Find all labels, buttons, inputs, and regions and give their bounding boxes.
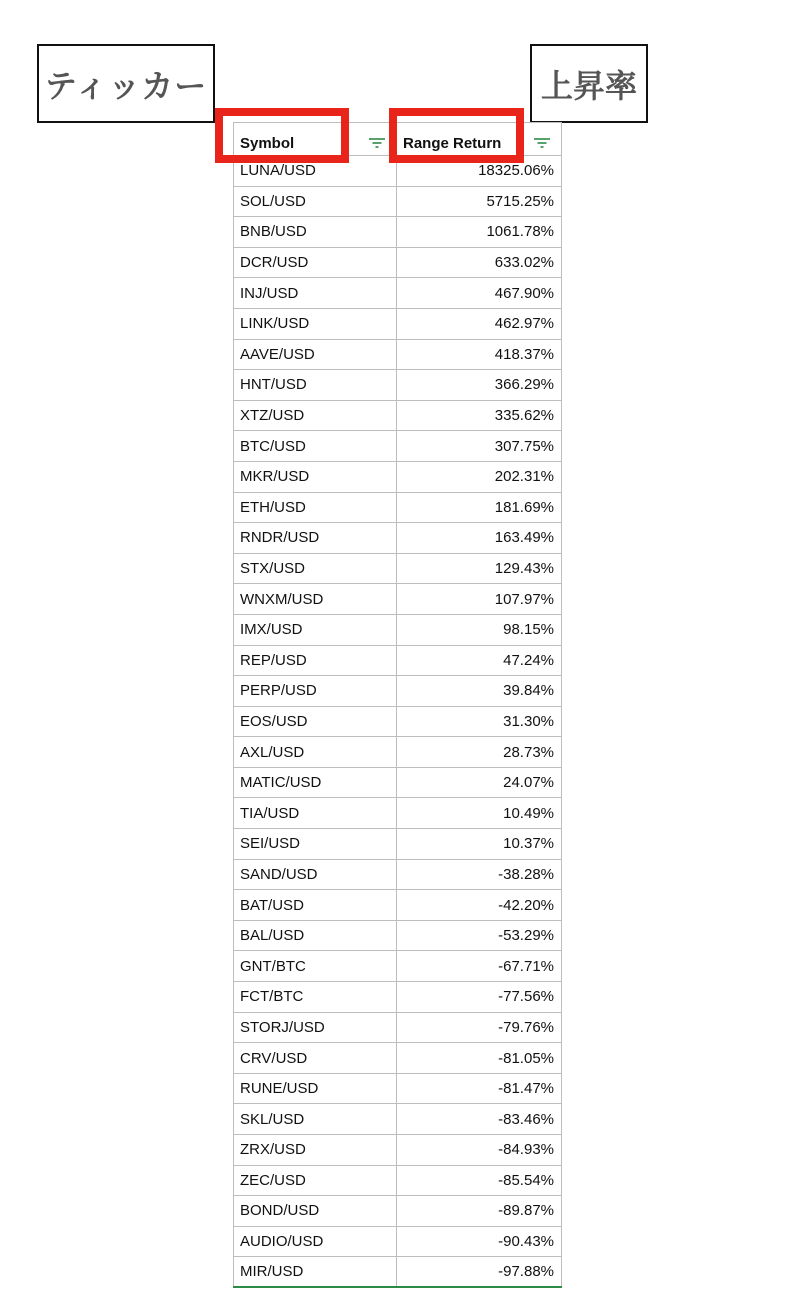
range-return-cell[interactable]: 1061.78%	[397, 217, 562, 247]
return-callout	[530, 44, 648, 123]
range-return-cell[interactable]: -85.54%	[397, 1166, 562, 1196]
symbol-cell[interactable]: ZEC/USD	[233, 1166, 397, 1196]
table-row	[233, 951, 562, 982]
symbol-cell[interactable]: BTC/USD	[233, 431, 397, 461]
table-row	[233, 523, 562, 554]
table-row	[233, 646, 562, 677]
symbol-cell[interactable]: SOL/USD	[233, 187, 397, 217]
table-body	[233, 156, 562, 1288]
table-row	[233, 737, 562, 768]
range-return-cell[interactable]: 129.43%	[397, 554, 562, 584]
ticker-callout-label: ティッカー	[44, 66, 208, 105]
symbol-cell[interactable]: PERP/USD	[233, 676, 397, 706]
symbol-cell[interactable]: INJ/USD	[233, 278, 397, 308]
table-row	[233, 431, 562, 462]
table-row	[233, 982, 562, 1013]
symbol-cell[interactable]: RUNE/USD	[233, 1074, 397, 1104]
table-row	[233, 890, 562, 921]
table-row	[233, 1257, 562, 1288]
range-return-cell[interactable]: -97.88%	[397, 1257, 562, 1286]
range-return-cell[interactable]: 107.97%	[397, 584, 562, 614]
symbol-cell[interactable]: WNXM/USD	[233, 584, 397, 614]
symbol-cell[interactable]: REP/USD	[233, 646, 397, 676]
filter-icon[interactable]	[366, 135, 388, 151]
table-row	[233, 187, 562, 218]
range-return-cell[interactable]: 39.84%	[397, 676, 562, 706]
symbol-cell[interactable]: RNDR/USD	[233, 523, 397, 553]
table-row	[233, 462, 562, 493]
symbol-header-highlight	[215, 108, 349, 163]
table-row	[233, 217, 562, 248]
symbol-cell[interactable]: AAVE/USD	[233, 340, 397, 370]
symbol-cell[interactable]: HNT/USD	[233, 370, 397, 400]
table-row	[233, 921, 562, 952]
table-row	[233, 1013, 562, 1044]
table-row	[233, 1043, 562, 1074]
range-return-cell[interactable]: 462.97%	[397, 309, 562, 339]
symbol-cell[interactable]: ZRX/USD	[233, 1135, 397, 1165]
range-return-cell[interactable]: 31.30%	[397, 707, 562, 737]
range-return-cell[interactable]: 98.15%	[397, 615, 562, 645]
range-return-cell[interactable]: 47.24%	[397, 646, 562, 676]
range-return-cell[interactable]: 28.73%	[397, 737, 562, 767]
table-row	[233, 707, 562, 738]
range-return-cell[interactable]: 24.07%	[397, 768, 562, 798]
range-return-header-highlight	[389, 108, 524, 163]
symbol-cell[interactable]: AUDIO/USD	[233, 1227, 397, 1257]
symbol-cell[interactable]: MATIC/USD	[233, 768, 397, 798]
range-return-cell[interactable]: 633.02%	[397, 248, 562, 278]
range-return-cell[interactable]: -90.43%	[397, 1227, 562, 1257]
range-return-cell[interactable]: -42.20%	[397, 890, 562, 920]
range-return-cell[interactable]: 10.37%	[397, 829, 562, 859]
spreadsheet-table	[233, 122, 562, 1288]
table-row	[233, 798, 562, 829]
range-return-cell[interactable]: -53.29%	[397, 921, 562, 951]
range-return-cell[interactable]: 163.49%	[397, 523, 562, 553]
table-row	[233, 584, 562, 615]
symbol-cell[interactable]: MIR/USD	[233, 1257, 397, 1286]
range-return-header-label: Range Return	[403, 134, 502, 152]
symbol-cell[interactable]: CRV/USD	[233, 1043, 397, 1073]
range-return-cell[interactable]: 467.90%	[397, 278, 562, 308]
symbol-header-label: Symbol	[240, 134, 295, 152]
table-row	[233, 309, 562, 340]
return-callout-label: 上昇率	[540, 66, 637, 105]
symbol-cell[interactable]: LINK/USD	[233, 309, 397, 339]
range-return-cell[interactable]: -89.87%	[397, 1196, 562, 1226]
range-return-cell[interactable]: -81.47%	[397, 1074, 562, 1104]
symbol-cell[interactable]: GNT/BTC	[233, 951, 397, 981]
range-return-cell[interactable]: 181.69%	[397, 493, 562, 523]
range-return-cell[interactable]: -84.93%	[397, 1135, 562, 1165]
table-row	[233, 1104, 562, 1135]
range-return-cell[interactable]: 335.62%	[397, 401, 562, 431]
table-row	[233, 248, 562, 279]
range-return-cell[interactable]: 366.29%	[397, 370, 562, 400]
range-return-cell[interactable]: -38.28%	[397, 860, 562, 890]
symbol-cell[interactable]: BAL/USD	[233, 921, 397, 951]
table-row	[233, 615, 562, 646]
table-row	[233, 1074, 562, 1105]
table-row	[233, 1196, 562, 1227]
symbol-cell[interactable]: SEI/USD	[233, 829, 397, 859]
table-row	[233, 676, 562, 707]
table-row	[233, 1227, 562, 1258]
range-return-cell[interactable]: 18325.06%	[397, 156, 562, 186]
symbol-cell[interactable]: ETH/USD	[233, 493, 397, 523]
range-return-cell[interactable]: 418.37%	[397, 340, 562, 370]
symbol-cell[interactable]: XTZ/USD	[233, 401, 397, 431]
table-row	[233, 278, 562, 309]
range-return-cell[interactable]: 10.49%	[397, 798, 562, 828]
table-row	[233, 1135, 562, 1166]
table-row	[233, 1166, 562, 1197]
symbol-cell[interactable]: MKR/USD	[233, 462, 397, 492]
range-return-cell[interactable]: -79.76%	[397, 1013, 562, 1043]
ticker-callout	[37, 44, 215, 123]
range-return-cell[interactable]: 202.31%	[397, 462, 562, 492]
symbol-cell[interactable]: SAND/USD	[233, 860, 397, 890]
symbol-cell[interactable]: IMX/USD	[233, 615, 397, 645]
table-row	[233, 401, 562, 432]
range-return-cell[interactable]: -81.05%	[397, 1043, 562, 1073]
table-row	[233, 554, 562, 585]
range-return-cell[interactable]: -77.56%	[397, 982, 562, 1012]
table-row	[233, 829, 562, 860]
table-row	[233, 493, 562, 524]
range-return-cell[interactable]: 307.75%	[397, 431, 562, 461]
symbol-cell[interactable]: FCT/BTC	[233, 982, 397, 1012]
symbol-cell[interactable]: DCR/USD	[233, 248, 397, 278]
range-return-cell[interactable]: -83.46%	[397, 1104, 562, 1134]
symbol-cell[interactable]: LUNA/USD	[233, 156, 397, 186]
filter-icon[interactable]	[531, 135, 553, 151]
symbol-cell[interactable]: BOND/USD	[233, 1196, 397, 1226]
table-row	[233, 768, 562, 799]
symbol-cell[interactable]: AXL/USD	[233, 737, 397, 767]
symbol-cell[interactable]: STORJ/USD	[233, 1013, 397, 1043]
symbol-cell[interactable]: EOS/USD	[233, 707, 397, 737]
table-row	[233, 370, 562, 401]
range-return-cell[interactable]: 5715.25%	[397, 187, 562, 217]
symbol-cell[interactable]: TIA/USD	[233, 798, 397, 828]
table-row	[233, 340, 562, 371]
symbol-cell[interactable]: SKL/USD	[233, 1104, 397, 1134]
symbol-cell[interactable]: BAT/USD	[233, 890, 397, 920]
table-row	[233, 860, 562, 891]
symbol-cell[interactable]: STX/USD	[233, 554, 397, 584]
symbol-cell[interactable]: BNB/USD	[233, 217, 397, 247]
range-return-cell[interactable]: -67.71%	[397, 951, 562, 981]
